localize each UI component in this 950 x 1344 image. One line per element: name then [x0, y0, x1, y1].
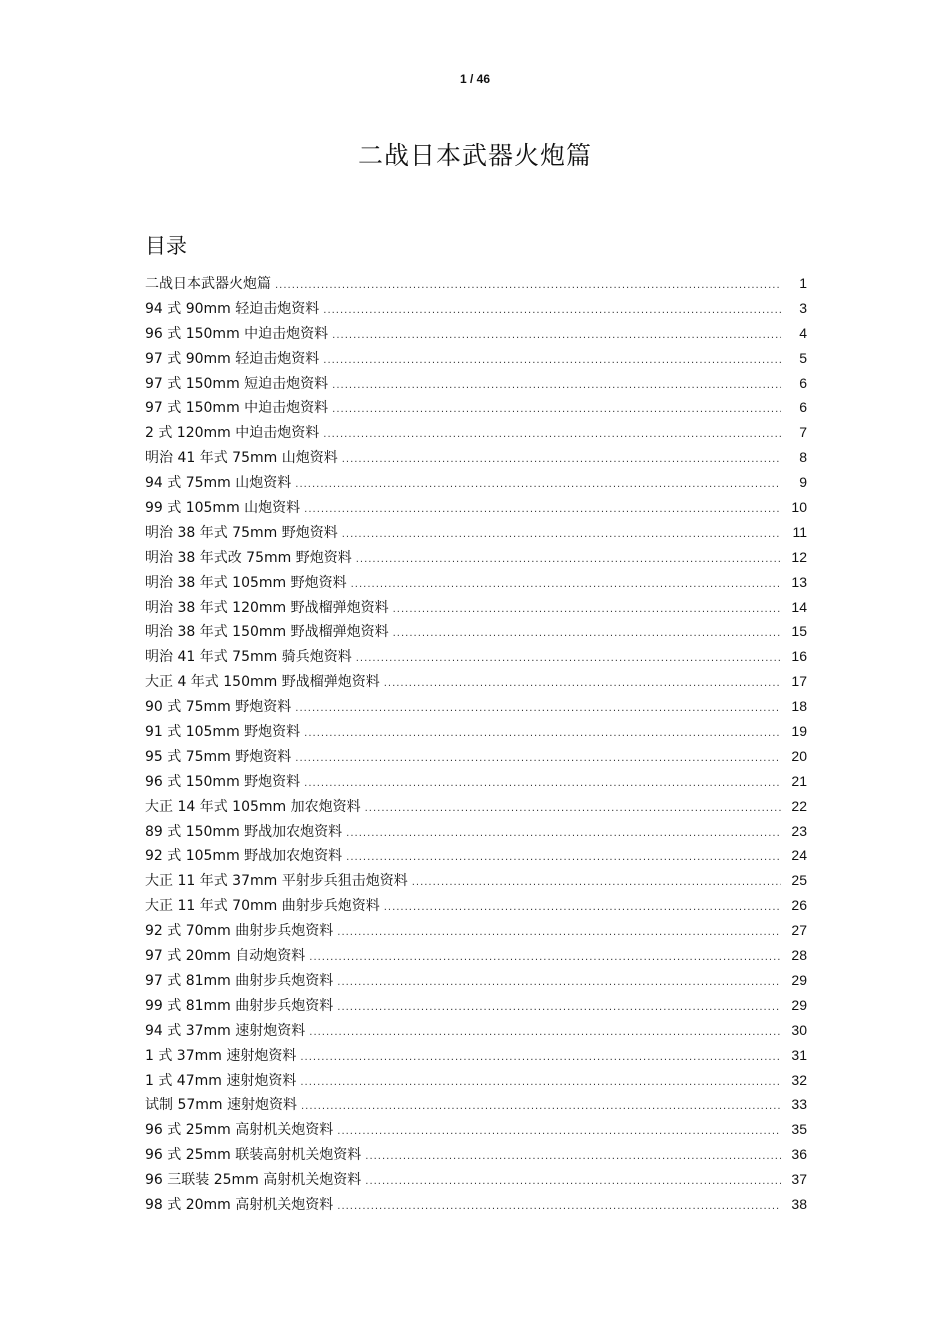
toc-entry-label: 2 式 120mm 中迫击炮资料: [145, 425, 320, 442]
toc-entry-page: 24: [791, 847, 807, 864]
toc-entry-label: 大正 4 年式 150mm 野战榴弹炮资料: [145, 674, 380, 691]
document-title: 二战日本武器火炮篇: [357, 141, 592, 170]
toc-entry-label: 二战日本武器火炮篇: [145, 276, 271, 292]
toc-entry-page: 35: [791, 1121, 807, 1138]
toc-entry[interactable]: [145, 397, 807, 422]
toc-dot-leader: [301, 1101, 781, 1112]
toc-entry-label: 明治 41 年式 75mm 山炮资料: [145, 450, 338, 467]
toc-list: [145, 273, 807, 1219]
toc-entry-page: 20: [791, 747, 807, 764]
toc-dot-leader: [342, 454, 781, 465]
toc-entry[interactable]: [145, 273, 807, 298]
toc-entry[interactable]: [145, 870, 807, 895]
toc-dot-leader: [365, 803, 781, 814]
toc-heading: 目录: [145, 234, 187, 258]
toc-dot-leader: [337, 1126, 781, 1137]
toc-dot-leader: [393, 604, 781, 615]
toc-entry[interactable]: [145, 522, 807, 547]
toc-entry-page: 6: [799, 399, 807, 416]
toc-entry[interactable]: [145, 373, 807, 398]
toc-entry[interactable]: [145, 1070, 807, 1095]
toc-entry-label: 大正 11 年式 70mm 曲射步兵炮资料: [145, 898, 380, 915]
toc-entry-label: 97 式 150mm 短迫击炮资料: [145, 375, 329, 392]
toc-entry-page: 16: [791, 648, 807, 665]
toc-dot-leader: [346, 852, 781, 863]
toc-dot-leader: [412, 877, 781, 888]
toc-entry[interactable]: [145, 895, 807, 920]
toc-dot-leader: [351, 579, 781, 590]
toc-entry-label: 96 式 25mm 高射机关炮资料: [145, 1122, 334, 1139]
toc-entry-label: 97 式 81mm 曲射步兵炮资料: [145, 972, 334, 989]
toc-dot-leader: [304, 728, 781, 739]
toc-entry[interactable]: [145, 497, 807, 522]
toc-entry-page: 21: [791, 772, 807, 789]
toc-entry[interactable]: [145, 323, 807, 348]
toc-entry[interactable]: [145, 821, 807, 846]
toc-entry-label: 91 式 105mm 野炮资料: [145, 724, 301, 741]
toc-entry-label: 96 式 150mm 中迫击炮资料: [145, 325, 329, 342]
toc-entry[interactable]: [145, 621, 807, 646]
toc-entry[interactable]: [145, 696, 807, 721]
toc-entry-label: 明治 38 年式 120mm 野战榴弹炮资料: [145, 599, 389, 616]
toc-dot-leader: [332, 330, 781, 341]
toc-entry[interactable]: [145, 1194, 807, 1219]
toc-entry-label: 94 式 37mm 速射炮资料: [145, 1022, 306, 1039]
toc-entry[interactable]: [145, 547, 807, 572]
toc-entry-page: 17: [791, 673, 807, 690]
toc-dot-leader: [365, 1176, 781, 1187]
toc-entry-page: 1: [799, 275, 807, 291]
toc-entry-page: 7: [799, 424, 807, 441]
toc-entry-label: 96 三联装 25mm 高射机关炮资料: [145, 1172, 362, 1189]
toc-entry-label: 92 式 105mm 野战加农炮资料: [145, 848, 343, 865]
toc-dot-leader: [300, 1052, 781, 1063]
toc-dot-leader: [337, 1002, 781, 1013]
toc-dot-leader: [275, 280, 781, 291]
toc-entry-page: 33: [791, 1096, 807, 1113]
toc-dot-leader: [384, 678, 781, 689]
toc-entry-page: 25: [791, 872, 807, 889]
toc-dot-leader: [309, 952, 781, 963]
toc-dot-leader: [337, 927, 781, 938]
toc-dot-leader: [323, 305, 781, 316]
toc-entry[interactable]: [145, 1144, 807, 1169]
toc-entry-page: 6: [799, 374, 807, 391]
toc-dot-leader: [337, 1201, 781, 1212]
toc-entry[interactable]: [145, 671, 807, 696]
toc-entry-label: 96 式 25mm 联装高射机关炮资料: [145, 1147, 362, 1164]
toc-entry-label: 明治 38 年式 150mm 野战榴弹炮资料: [145, 624, 389, 641]
toc-entry-label: 96 式 150mm 野炮资料: [145, 773, 301, 790]
toc-entry[interactable]: [145, 920, 807, 945]
toc-entry[interactable]: [145, 845, 807, 870]
toc-dot-leader: [356, 653, 781, 664]
toc-dot-leader: [342, 529, 781, 540]
toc-entry-page: 11: [792, 523, 807, 540]
toc-entry-label: 99 式 105mm 山炮资料: [145, 500, 301, 517]
toc-entry[interactable]: [145, 298, 807, 323]
toc-entry-page: 27: [791, 922, 807, 939]
toc-entry-page: 13: [791, 573, 807, 590]
toc-entry[interactable]: [145, 1169, 807, 1194]
toc-entry-label: 试制 57mm 速射炮资料: [145, 1097, 297, 1114]
toc-entry[interactable]: [145, 771, 807, 796]
toc-entry[interactable]: [145, 447, 807, 472]
toc-entry[interactable]: [145, 796, 807, 821]
toc-entry-label: 大正 11 年式 37mm 平射步兵狙击炮资料: [145, 873, 408, 890]
toc-entry-page: 22: [791, 797, 807, 814]
toc-entry[interactable]: [145, 746, 807, 771]
toc-dot-leader: [295, 479, 781, 490]
toc-entry-page: 36: [791, 1146, 807, 1163]
toc-entry[interactable]: [145, 721, 807, 746]
toc-entry-page: 23: [791, 822, 807, 839]
toc-entry-page: 37: [791, 1171, 807, 1188]
toc-dot-leader: [337, 977, 781, 988]
toc-entry-page: 10: [791, 499, 807, 516]
toc-dot-leader: [304, 778, 781, 789]
toc-entry-page: 12: [791, 548, 807, 565]
toc-entry-label: 99 式 81mm 曲射步兵炮资料: [145, 997, 334, 1014]
toc-dot-leader: [309, 1027, 781, 1038]
toc-entry[interactable]: [145, 472, 807, 497]
toc-entry-label: 97 式 150mm 中迫击炮资料: [145, 400, 329, 417]
toc-entry-page: 3: [799, 299, 807, 316]
toc-dot-leader: [332, 404, 781, 415]
toc-dot-leader: [393, 628, 781, 639]
toc-dot-leader: [295, 753, 781, 764]
toc-entry[interactable]: [145, 995, 807, 1020]
toc-entry-page: 32: [791, 1071, 807, 1088]
toc-dot-leader: [323, 429, 781, 440]
toc-dot-leader: [346, 828, 781, 839]
page-number: 1 / 46: [459, 72, 491, 86]
toc-dot-leader: [295, 703, 781, 714]
toc-entry-label: 97 式 20mm 自动炮资料: [145, 948, 306, 965]
toc-entry-label: 明治 38 年式 105mm 野炮资料: [145, 574, 347, 591]
toc-entry-label: 90 式 75mm 野炮资料: [145, 699, 292, 716]
toc-entry-page: 31: [791, 1046, 807, 1063]
toc-entry-label: 大正 14 年式 105mm 加农炮资料: [145, 798, 361, 815]
toc-entry-page: 4: [799, 324, 807, 341]
toc-dot-leader: [300, 1077, 781, 1088]
toc-entry[interactable]: [145, 597, 807, 622]
toc-dot-leader: [365, 1151, 781, 1162]
toc-entry-label: 1 式 37mm 速射炮资料: [145, 1047, 297, 1064]
toc-dot-leader: [304, 504, 781, 515]
toc-dot-leader: [356, 554, 781, 565]
toc-entry[interactable]: [145, 348, 807, 373]
toc-entry-page: 29: [791, 996, 807, 1013]
toc-entry-page: 29: [791, 971, 807, 988]
toc-entry-page: 18: [791, 698, 807, 715]
toc-entry[interactable]: [145, 970, 807, 995]
toc-entry-label: 明治 38 年式 75mm 野炮资料: [145, 524, 338, 541]
toc-entry[interactable]: [145, 1045, 807, 1070]
toc-entry-page: 38: [791, 1195, 807, 1212]
toc-entry-label: 明治 41 年式 75mm 骑兵炮资料: [145, 649, 352, 666]
toc-entry[interactable]: [145, 422, 807, 447]
toc-entry-label: 97 式 90mm 轻迫击炮资料: [145, 350, 320, 367]
toc-entry-page: 8: [799, 449, 807, 466]
toc-entry-page: 30: [791, 1021, 807, 1038]
toc-entry[interactable]: [145, 646, 807, 671]
toc-entry-page: 14: [791, 598, 807, 615]
toc-entry-label: 95 式 75mm 野炮资料: [145, 748, 292, 765]
toc-entry-label: 92 式 70mm 曲射步兵炮资料: [145, 923, 334, 940]
toc-entry-label: 94 式 90mm 轻迫击炮资料: [145, 300, 320, 317]
toc-dot-leader: [332, 380, 781, 391]
toc-entry-label: 1 式 47mm 速射炮资料: [145, 1072, 297, 1089]
toc-entry-page: 19: [791, 723, 807, 740]
toc-entry[interactable]: [145, 945, 807, 970]
toc-entry-page: 26: [791, 897, 807, 914]
toc-entry-label: 94 式 75mm 山炮资料: [145, 475, 292, 492]
toc-entry-label: 98 式 20mm 高射机关炮资料: [145, 1196, 334, 1213]
toc-entry-page: 15: [791, 623, 807, 640]
toc-entry[interactable]: [145, 1119, 807, 1144]
toc-entry-page: 5: [799, 349, 807, 366]
toc-entry-page: 9: [799, 474, 807, 491]
toc-entry[interactable]: [145, 572, 807, 597]
toc-entry-label: 明治 38 年式改 75mm 野炮资料: [145, 549, 352, 566]
toc-dot-leader: [384, 902, 781, 913]
toc-entry[interactable]: [145, 1094, 807, 1119]
toc-entry-page: 28: [791, 947, 807, 964]
toc-entry[interactable]: [145, 1020, 807, 1045]
toc-dot-leader: [323, 355, 781, 366]
toc-entry-label: 89 式 150mm 野战加农炮资料: [145, 823, 343, 840]
